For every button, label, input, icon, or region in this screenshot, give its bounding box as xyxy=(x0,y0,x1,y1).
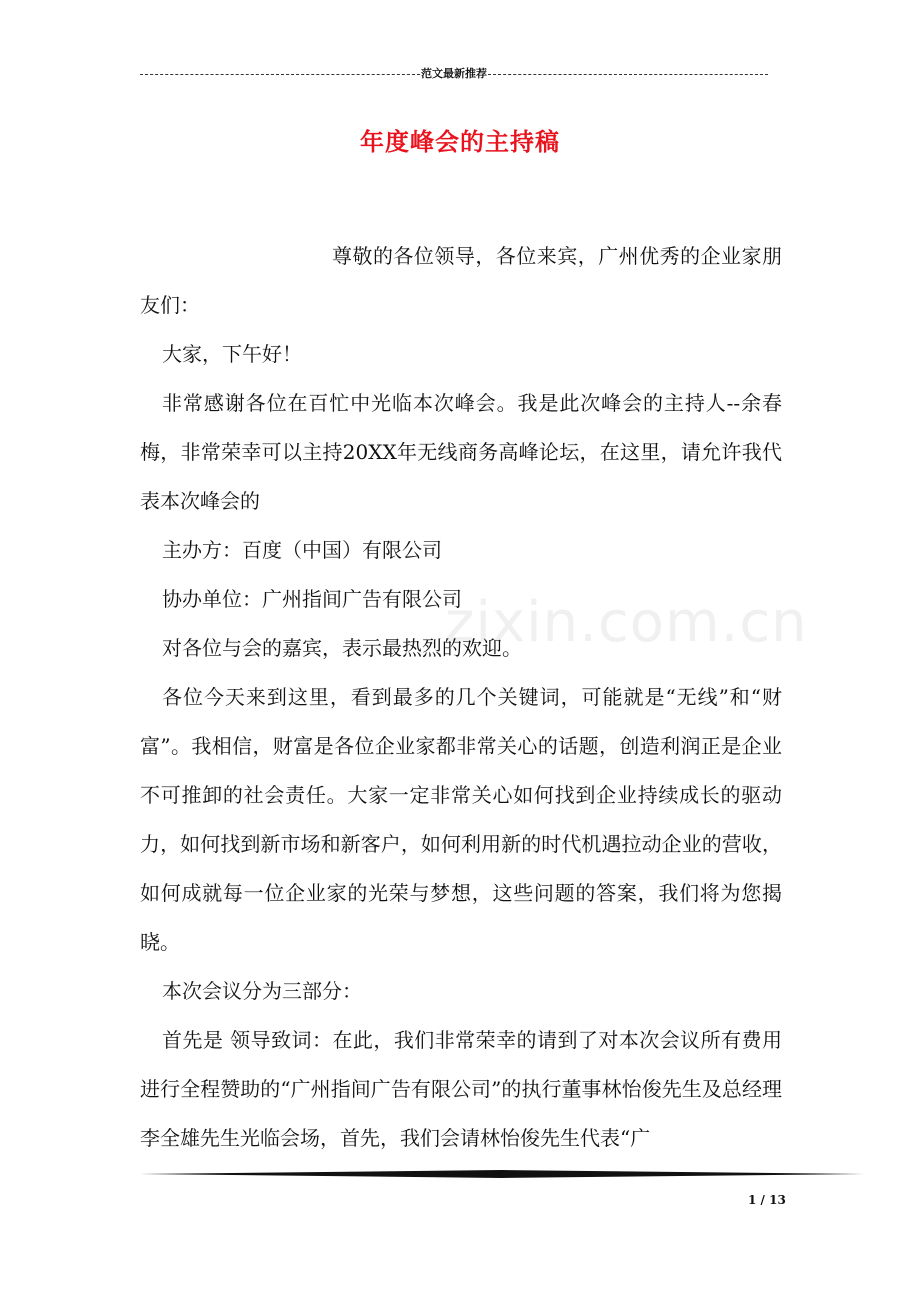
paragraph-agenda: 本次会议分为三部分： xyxy=(162,979,362,1003)
document-title: 年度峰会的主持稿 xyxy=(360,128,560,156)
paragraph-hello: 大家，下午好！ xyxy=(162,342,302,366)
header-dash-left xyxy=(140,74,420,75)
header-dash-right xyxy=(488,74,768,75)
header-banner xyxy=(140,66,768,82)
paragraph-co-organizer: 协办单位：广州指间广告有限公司 xyxy=(162,587,462,611)
paragraph-organizer: 主办方：百度（中国）有限公司 xyxy=(162,538,442,562)
paragraph-leader-speech: 首先是 领导致词：在此，我们非常荣幸的请到了对本次会议所有费用进行全程赞助的“广州指间广告有限公司”的执行董事林怡俊先生及总经理李全雄先生光临会场，首先，我们会请林怡俊先生代表“广 xyxy=(140,1028,782,1150)
page-number: 1 / 13 xyxy=(748,1193,786,1207)
header-banner-label: 范文最新推荐 xyxy=(421,67,487,80)
footer-rule xyxy=(140,1170,864,1178)
paragraph-greeting: 尊敬的各位领导，各位来宾，广州优秀的企业家朋友们： xyxy=(140,244,782,317)
paragraph-welcome: 对各位与会的嘉宾，表示最热烈的欢迎。 xyxy=(162,636,522,660)
paragraph-keywords: 各位今天来到这里，看到最多的几个关键词，可能就是“无线”和“财富”。我相信，财富是各位企业家都非常关心的话题，创造利润正是企业不可推卸的社会责任。大家一定非常关心如何找到企业持续成长的驱动力，如何找到新市场和新客户，如何利用新的时代机遇拉动企业的营收，如何成就每一位企业家的光荣与梦想，这些问题的答案，我们将为您揭晓。 xyxy=(140,685,782,954)
document-body xyxy=(140,232,782,1163)
watermark: zixin.com.cn xyxy=(445,590,808,655)
paragraph-thanks: 非常感谢各位在百忙中光临本次峰会。我是此次峰会的主持人--余春梅，非常荣幸可以主持20XX年无线商务高峰论坛，在这里，请允许我代表本次峰会的 xyxy=(140,391,782,513)
